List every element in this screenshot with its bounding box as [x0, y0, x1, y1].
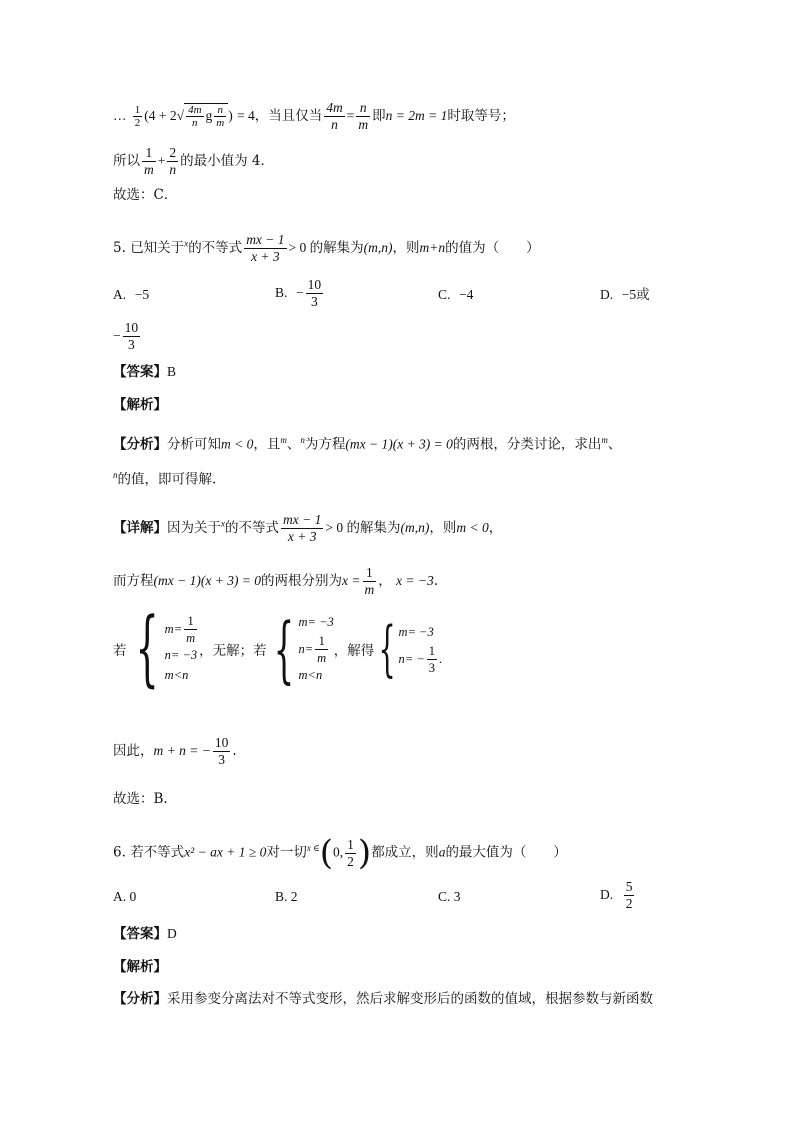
q5-sum: m+n: [419, 240, 446, 255]
half-fraction: $\frac{1}{2}$: [134, 104, 141, 129]
answer-value: B: [167, 364, 177, 379]
q5-roots-line: 而方程(mx − 1)(x + 3) = 0的两根分别为x = $\frac{1}{m}$ ， x = −3.: [113, 565, 439, 597]
q5-fraction: $\frac{mx - 1}{x + 3}$: [246, 232, 285, 264]
suoyi-text: 所以: [113, 153, 140, 169]
q5-option-d[interactable]: D. −5或: [600, 287, 650, 302]
q6-analysis-tag: 【解析】: [113, 959, 167, 975]
q5-var-x: x: [184, 238, 189, 249]
q6-option-d[interactable]: D. $\frac{5}{2}$: [600, 879, 633, 911]
q5-option-d-cont: − $\frac{10}{3}$: [113, 320, 139, 352]
ruo-text: 若: [113, 643, 127, 659]
min-value-text: 的最小值为 4．: [180, 153, 275, 169]
ji-text: 即: [372, 108, 386, 124]
q6-number: 6.: [113, 844, 126, 861]
q5-conclusion: 因此，m + n = − $\frac{10}{3}$ .: [113, 735, 237, 767]
q5-stem-c: > 0 的解集为: [288, 240, 364, 255]
q5-fenxi-cont: $^n$的值，即可得解.: [113, 470, 217, 488]
case3-system: { m= −3 n= − $\frac{1}{3}$ .: [378, 614, 443, 684]
q5-analysis-tag: 【解析】: [113, 397, 167, 413]
when-text: ，当且仅当: [254, 108, 323, 124]
condition-expression: n = 2m = 1: [385, 108, 448, 123]
choose-c: 故选：C．: [113, 187, 178, 203]
q5-answer: [113, 363, 176, 381]
fraction-2-n: $\frac{2}{n}$: [169, 145, 177, 177]
q5-xiangjie: 【详解】因为关于$^x$的不等式 $\frac{mx - 1}{x + 3}$ > 0 的解集为(m,n)，则m < 0，: [113, 512, 503, 544]
q5-number: 5.: [113, 240, 126, 256]
expr-open: (4 + 2: [144, 108, 177, 123]
fraction-4m-n: $\frac{4m}{n}$: [326, 100, 343, 132]
q5-stem: [113, 232, 540, 265]
q5-interval: (m,n): [363, 240, 393, 255]
ellipsis: …: [113, 108, 127, 123]
fraction-1-m: $\frac{1}{m}$: [144, 145, 154, 177]
q6-fenxi: 【分析】采用参变分离法对不等式变形，然后求解变形后的函数的值域，根据参数与新函数: [113, 991, 653, 1007]
sqrt-sign: √: [176, 108, 185, 123]
q5-stem-e: 的值为（ ）: [445, 240, 540, 256]
fraction-n-m: $\frac{n}{m}$: [358, 100, 369, 132]
equals-sign: =: [346, 108, 355, 123]
q6-option-c[interactable]: C. 3: [438, 889, 461, 904]
no-solution-text: ，无解；若: [199, 643, 267, 659]
q5-option-b[interactable]: B. − $\frac{10}{3}$: [275, 277, 322, 309]
q6-answer: 【答案】D: [113, 926, 177, 942]
q5-choose: 故选：B.: [113, 791, 168, 807]
q6-stem: 6. 若不等式x² − ax + 1 ≥ 0对一切$^{x \in}$(0, $\frac{1}{2}$ )都成立，则a的最大值为（ ）: [113, 833, 567, 873]
sqrt-body: $\frac{4m}{n}$ g $\frac{n}{m}$: [184, 103, 228, 129]
q5-stem-b: 的不等式: [188, 240, 243, 256]
q5-case-analysis: [113, 601, 443, 696]
equality-condition-line: … $\frac{1}{2}$ (4 + 2√ $\frac{4m}{n}$ g $\frac{n}{m}$ ) = 4，当且仅当 $\frac{4m}{n}$ = $\frac{n}{m}$ 即n = 2m = 1时取等号；: [113, 100, 515, 132]
q5-option-c[interactable]: C. −4: [438, 287, 474, 302]
case2-system: { m= −3 n= $\frac{1}{m}$ m<n: [273, 607, 334, 691]
case1-system: { m= $\frac{1}{m}$ n= −3 m<n: [134, 601, 198, 696]
q5-fenxi: 【分析】分析可知m < 0，且$^m$、$^n$为方程(mx − 1)(x + 3) = 0的两根，分类讨论，求出$^m$、: [113, 435, 622, 453]
equals-four: = 4: [237, 108, 255, 123]
fenxi-tag: 【分析】: [113, 436, 167, 453]
q5-option-a[interactable]: A. −5: [113, 287, 150, 302]
equality-suffix: 时取等号；: [447, 108, 515, 124]
min-value-line: 所以 $\frac{1}{m}$ + $\frac{2}{n}$ 的最小值为 4．: [113, 145, 275, 177]
xiangjie-tag: 【详解】: [113, 520, 167, 536]
q6-option-a[interactable]: A. 0: [113, 889, 137, 904]
choose-c-line: [113, 186, 177, 204]
q5-stem-d: ，则: [392, 240, 420, 256]
q6-option-b[interactable]: B. 2: [275, 889, 298, 904]
answer-tag: 【答案】: [113, 364, 167, 380]
q5-stem-a: 已知关于: [130, 240, 185, 256]
jiede-text: ，解得: [333, 643, 375, 659]
